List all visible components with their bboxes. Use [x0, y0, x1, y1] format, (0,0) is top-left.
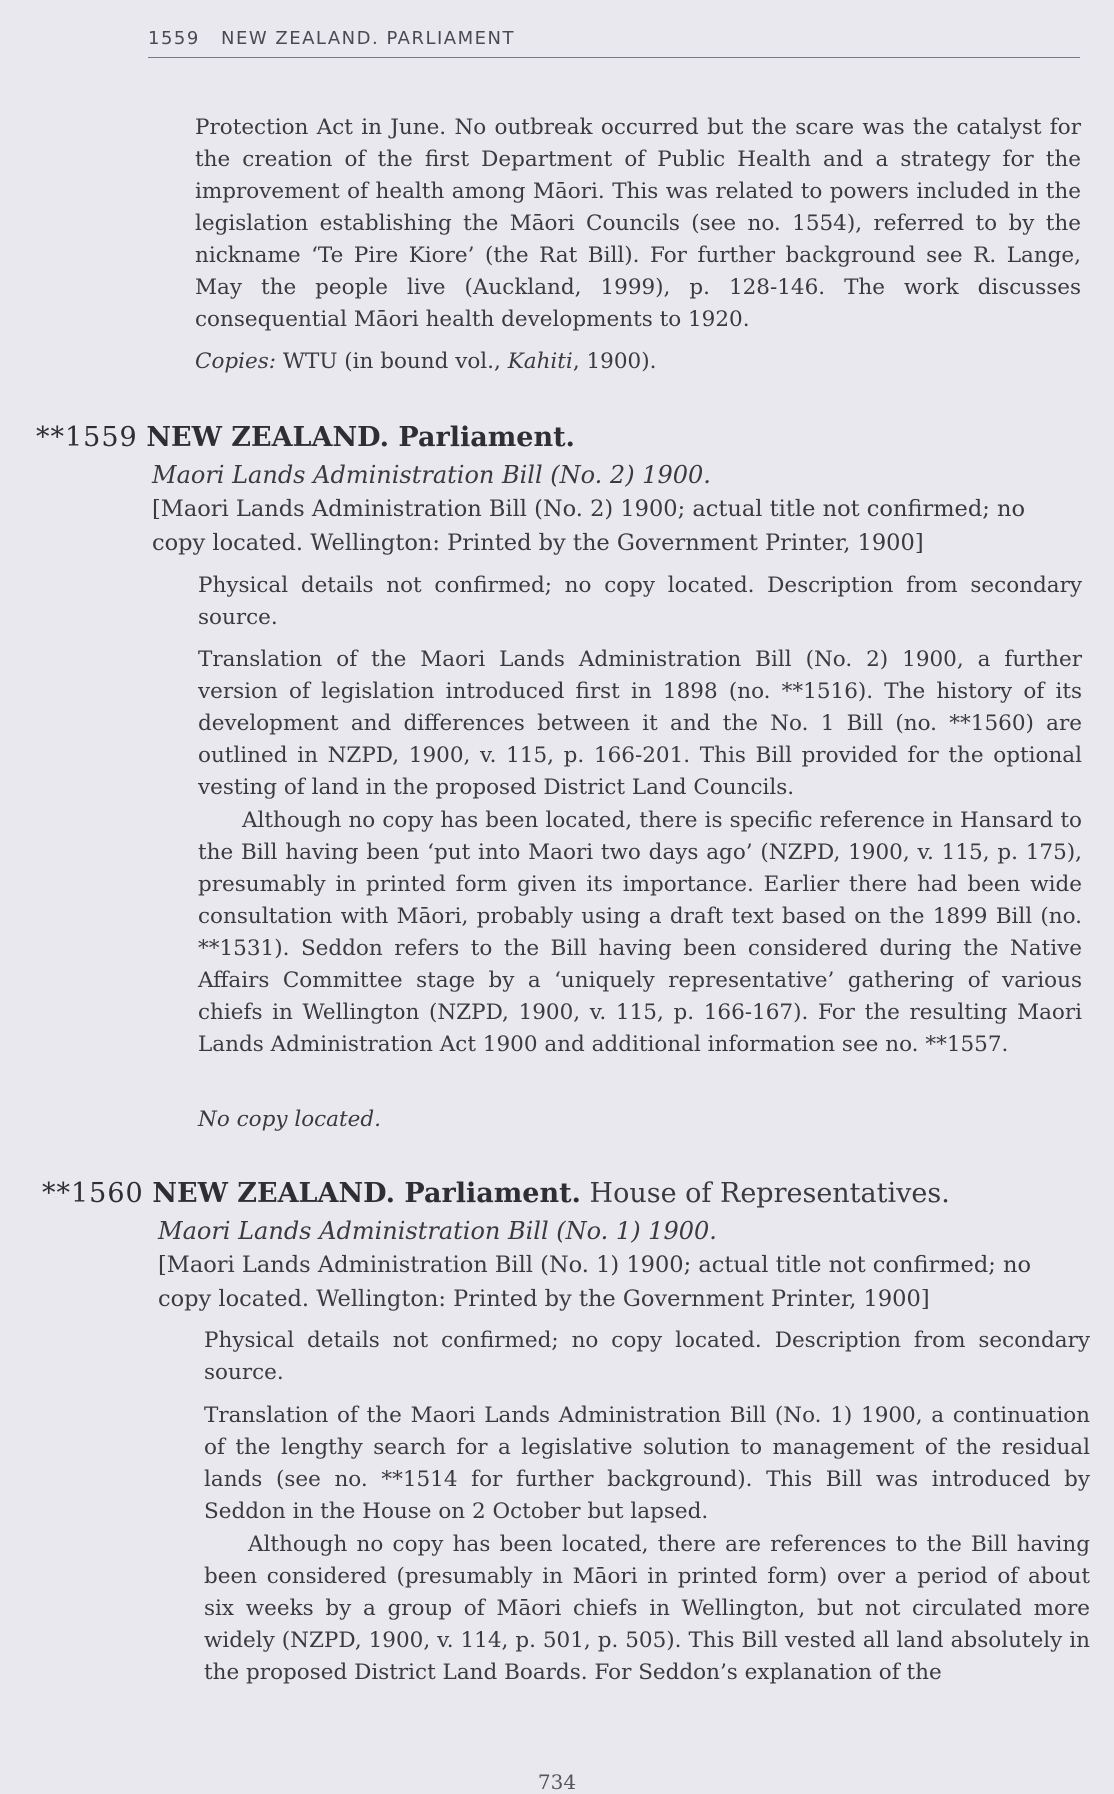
entry-1560-sub-author: House of Representatives.	[589, 1178, 950, 1209]
entry-1560-imprint: [Maori Lands Administration Bill (No. 1) 1900; actual title not confirmed; no copy located. Wellington: Printed by the Government Printer, 1900]	[158, 1252, 1032, 1312]
running-head-number: 1559	[148, 28, 200, 49]
entry-1560-note-1: Translation of the Maori Lands Administration Bill (No. 1) 1900, a continuation of the lengthy search for a legislative solution to management of the residual lands (see no. **1514 for further background). This Bill was introduced by Seddon in the House on 2 October but lapsed.	[204, 1403, 1090, 1524]
entry-1559-heading	[36, 420, 575, 456]
copies-end: , 1900).	[572, 349, 657, 374]
entry-1559-no-copy: No copy located.	[198, 1107, 381, 1132]
copies-italic: Kahiti	[507, 349, 573, 374]
running-head	[148, 28, 1080, 58]
copies-label: Copies:	[195, 349, 277, 374]
entry-1560-heading	[42, 1176, 950, 1212]
entry-1560-number: **1560	[42, 1178, 144, 1209]
entry-1559-physical: Physical details not confirmed; no copy located. Description from secondary source.	[198, 573, 1082, 630]
entry-1559-title: Maori Lands Administration Bill (No. 2) 1900.	[152, 461, 711, 489]
entry-1560-author: NEW ZEALAND. Parliament.	[152, 1178, 581, 1209]
entry-1559-imprint: [Maori Lands Administration Bill (No. 2) 1900; actual title not confirmed; no copy located. Wellington: Printed by the Government Printer, 1900]	[152, 496, 1026, 556]
entry-1560-physical: Physical details not confirmed; no copy located. Description from secondary source.	[204, 1328, 1090, 1385]
entry-1560-title: Maori Lands Administration Bill (No. 1) 1900.	[158, 1217, 717, 1245]
entry-1559-author: NEW ZEALAND. Parliament.	[146, 422, 575, 453]
entry-1559-note-2: Although no copy has been located, there is specific reference in Hansard to the Bill having been ‘put into Maori two days ago’ (NZPD, 1900, v. 115, p. 175), presumably in printed form given its importance. Earlier there had been wide consultation with Māori, probably using a draft text based on the 1899 Bill (no. **1531). Seddon refers to the Bill having been considered during the Native Affairs Committee stage by a ‘uniquely representative’ gathering of various chiefs in Wellington (NZPD, 1900, v. 115, p. 166-167). For the resulting Maori Lands Administration Act 1900 and additional information see no. **1557.	[198, 808, 1082, 1057]
entry-1560-note-2: Although no copy has been located, there are references to the Bill having been considered (presumably in Māori in printed form) over a period of about six weeks by a group of Māori chiefs in Wellington, but not circulated more widely (NZPD, 1900, v. 114, p. 501, p. 505). This Bill vested all land absolutely in the proposed District Land Boards. For Seddon’s explanation of the	[204, 1532, 1090, 1685]
copies-text: WTU (in bound vol.,	[276, 349, 508, 374]
prev-entry-copies	[195, 346, 1081, 378]
entry-1559-number: **1559	[36, 422, 138, 453]
prev-entry-note: Protection Act in June. No outbreak occurred but the scare was the catalyst for the creation of the first Department of Public Health and a strategy for the improvement of health among Māori. This was related to powers included in the legislation establishing the Māori Councils (see no. 1554), referred to by the nickname ‘Te Pire Kiore’ (the Rat Bill). For further background see R. Lange, May the people live (Auckland, 1999), p. 128-146. The work discusses consequential Māori health developments to 1920.	[195, 115, 1081, 332]
running-head-title: NEW ZEALAND. PARLIAMENT	[221, 28, 515, 49]
entry-1559-note-1: Translation of the Maori Lands Administration Bill (No. 2) 1900, a further version of legislation introduced first in 1898 (no. **1516). The history of its development and differences between it and the No. 1 Bill (no. **1560) are outlined in NZPD, 1900, v. 115, p. 166-201. This Bill provided for the optional vesting of land in the proposed District Land Councils.	[198, 647, 1082, 800]
page-number: 734	[537, 1770, 577, 1794]
